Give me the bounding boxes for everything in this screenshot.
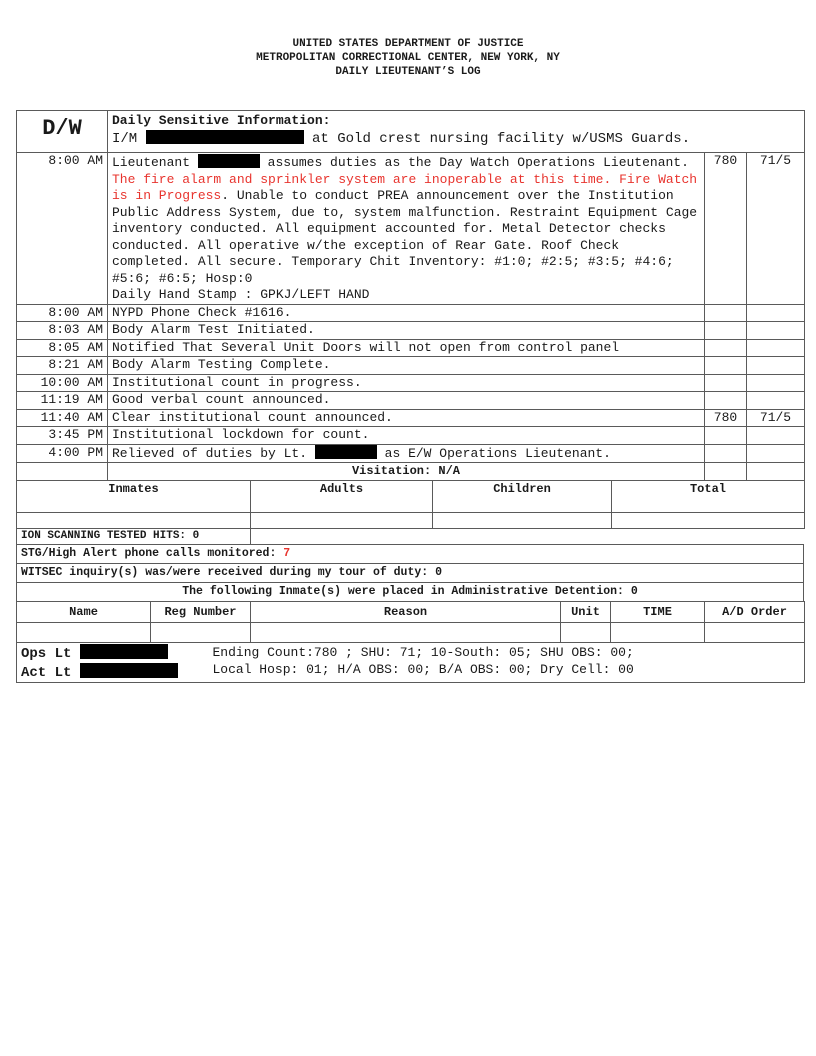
- redaction-box: [80, 663, 178, 678]
- entry-text: Body Alarm Test Initiated.: [108, 322, 705, 340]
- ion-row: [17, 529, 805, 545]
- sensitive-row: [17, 111, 805, 153]
- visitation-header-row: [17, 481, 805, 513]
- visitation-data-row: [17, 513, 805, 529]
- log-entry: [17, 357, 805, 375]
- entry-text: Relieved of duties by Lt.: [112, 445, 308, 461]
- stg-row: [17, 545, 804, 564]
- log-entry: [17, 153, 805, 305]
- col-reg-number: Reg Number: [151, 602, 251, 623]
- entry-time: 4:00 PM: [17, 444, 108, 463]
- entry-count: 780: [705, 409, 747, 427]
- entry-time: 8:21 AM: [17, 357, 108, 375]
- col-children: Children: [433, 481, 612, 513]
- log-entry: [17, 444, 805, 463]
- log-entry: [17, 322, 805, 340]
- col-inmates: Inmates: [17, 481, 251, 513]
- watch-code: D/W: [17, 111, 108, 153]
- entry-time: 11:19 AM: [17, 392, 108, 410]
- fire-alarm-notice: The fire alarm and sprinkler system are inoperable at this time.: [112, 171, 612, 187]
- entry-text: Body Alarm Testing Complete.: [108, 357, 705, 375]
- admin-detention-row: [17, 583, 804, 602]
- visitation-label: Visitation: N/A: [108, 463, 705, 481]
- detention-data-row: [17, 623, 805, 643]
- redaction-box: [80, 644, 168, 659]
- admin-detention-text: The following Inmate(s) were placed in Administrative Detention: 0: [17, 583, 804, 602]
- col-ad-order: A/D Order: [705, 602, 805, 623]
- header-line-2: METROPOLITAN CORRECTIONAL CENTER, NEW YORK, NY: [256, 52, 560, 64]
- col-adults: Adults: [251, 481, 433, 513]
- entry-text: Lieutenant: [112, 155, 191, 170]
- sensitive-prefix: I/M: [112, 130, 138, 147]
- stg-label: STG/High Alert phone calls monitored:: [21, 547, 277, 560]
- entry-shu: 71/5: [747, 153, 805, 305]
- fire-watch-notice: Fire Watch is in Progress: [112, 171, 698, 203]
- entry-time: 8:00 AM: [17, 153, 108, 305]
- entry-text: Institutional lockdown for count.: [108, 427, 705, 445]
- col-unit: Unit: [561, 602, 611, 623]
- footer-table: [16, 642, 805, 683]
- col-total: Total: [612, 481, 805, 513]
- sensitive-title: Daily Sensitive Information:: [112, 113, 331, 128]
- entry-text: Notified That Several Unit Doors will not open from control panel: [108, 339, 705, 357]
- witsec-text: WITSEC inquiry(s) was/were received during my tour of duty: 0: [17, 564, 804, 583]
- ending-count-line-1: Ending Count:780 ; SHU: 71; 10-South: 05; SHU OBS: 00;: [212, 645, 634, 660]
- col-name: Name: [17, 602, 151, 623]
- log-entry: [17, 409, 805, 427]
- log-table: [16, 110, 805, 481]
- info-table: [16, 544, 804, 602]
- entry-time: 8:00 AM: [17, 304, 108, 322]
- entry-text: NYPD Phone Check #1616.: [108, 304, 705, 322]
- redaction-box: [198, 154, 260, 168]
- entry-text: Clear institutional count announced.: [108, 409, 705, 427]
- sensitive-text: at Gold crest nursing facility w/USMS Guards.: [312, 130, 691, 147]
- entry-text: Institutional count in progress.: [108, 374, 705, 392]
- header-line-3: DAILY LIEUTENANT’S LOG: [335, 66, 481, 78]
- hand-stamp: Daily Hand Stamp : GPKJ/LEFT HAND: [112, 287, 370, 302]
- entry-shu: 71/5: [747, 409, 805, 427]
- entry-text: Good verbal count announced.: [108, 392, 705, 410]
- entry-time: 8:03 AM: [17, 322, 108, 340]
- entry-text: as E/W Operations Lieutenant.: [384, 445, 611, 461]
- stg-value: 7: [283, 547, 291, 560]
- detention-header-row: [17, 602, 805, 623]
- log-frame: [16, 110, 804, 683]
- col-time: TIME: [611, 602, 705, 623]
- footer-row: [17, 643, 805, 683]
- visitation-table: [16, 480, 805, 545]
- visitation-row: [17, 463, 805, 481]
- entry-text: assumes duties as the Day Watch Operations Lieutenant.: [267, 155, 689, 170]
- entry-count: 780: [705, 153, 747, 305]
- header-line-1: UNITED STATES DEPARTMENT OF JUSTICE: [292, 38, 524, 50]
- detention-table: [16, 601, 805, 643]
- entry-time: 11:40 AM: [17, 409, 108, 427]
- ops-lt-label: Ops Lt: [21, 646, 72, 662]
- ion-scanning: ION SCANNING TESTED HITS: 0: [17, 529, 251, 545]
- log-entry: [17, 304, 805, 322]
- entry-text: . Unable to conduct PREA announcement over the Institution Public Address System, due to, system malfunction. Restraint Equipment Cage inventory conducted. All equipment accounted for. Metal Detector checks conducted. All operative w/the exception of Rear Gate. Roof Check completed. All secure. Temporary Chit Inventory: #1:0; #2:5; #3:5; #4:6; #5:6; #6:5; Hosp:0: [112, 188, 698, 286]
- entry-time: 8:05 AM: [17, 339, 108, 357]
- document-header: [0, 37, 816, 79]
- entry-time: 10:00 AM: [17, 374, 108, 392]
- entry-time: 3:45 PM: [17, 427, 108, 445]
- redaction-box: [146, 130, 304, 144]
- log-entry: [17, 427, 805, 445]
- witsec-row: [17, 564, 804, 583]
- log-entry: [17, 374, 805, 392]
- log-entry: [17, 392, 805, 410]
- log-entry: [17, 339, 805, 357]
- col-reason: Reason: [251, 602, 561, 623]
- redaction-box: [315, 445, 377, 459]
- ending-count-line-2: Local Hosp: 01; H/A OBS: 00; B/A OBS: 00; Dry Cell: 00: [212, 662, 634, 677]
- act-lt-label: Act Lt: [21, 665, 72, 681]
